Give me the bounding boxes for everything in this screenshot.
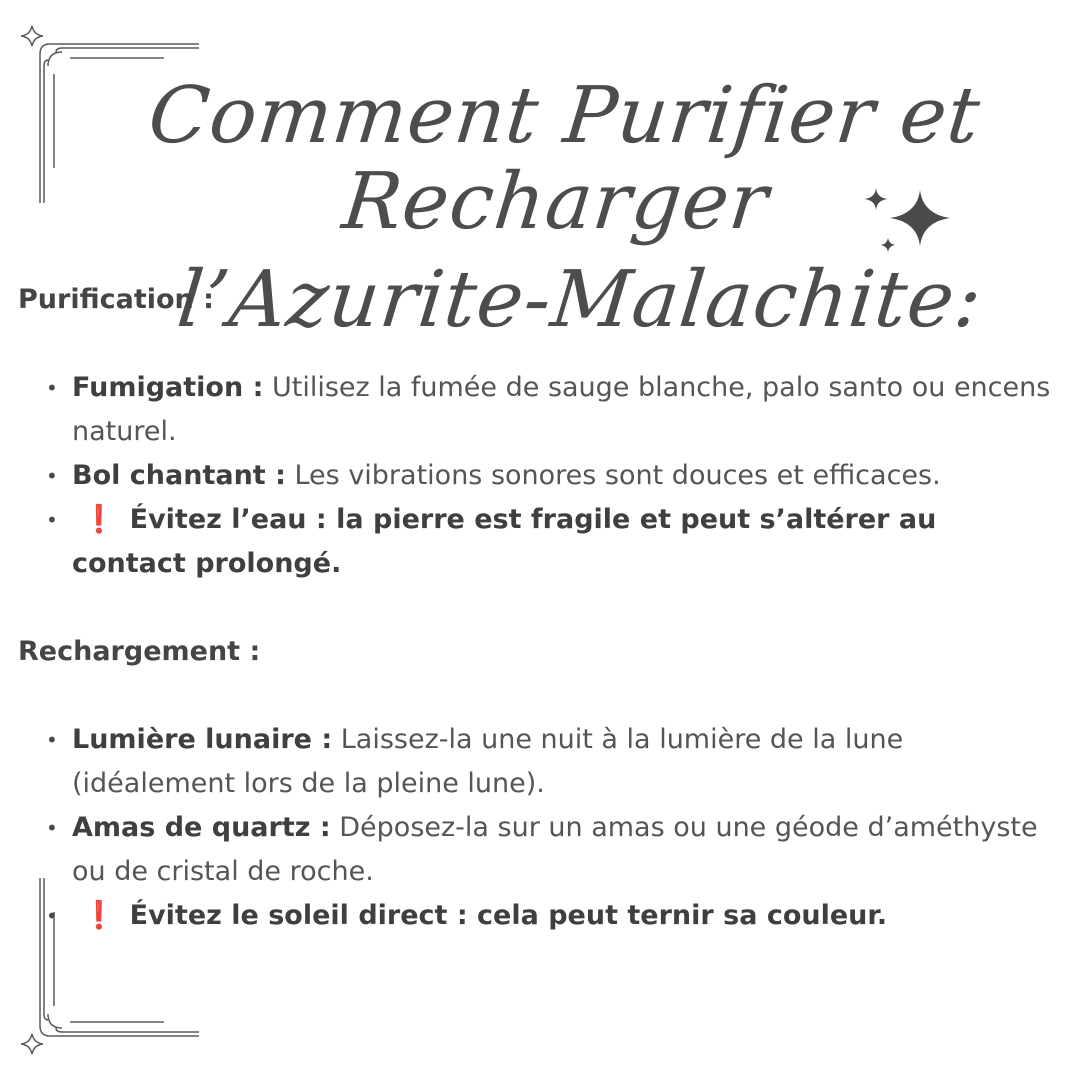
bullet-icon: • (46, 816, 58, 840)
item-label: Bol chantant : (72, 460, 286, 491)
bullet-icon: • (46, 728, 58, 752)
item-label: Amas de quartz : (72, 812, 331, 843)
section-heading: Purification : (18, 284, 214, 315)
purification-section (18, 278, 1058, 586)
warning-text: Évitez l’eau : la pierre est fragile et peut s’altérer au contact prolongé. (72, 504, 937, 579)
list-item (18, 718, 1058, 806)
bullet-icon: • (46, 376, 58, 400)
rechargement-section (18, 630, 1058, 938)
sparkles-icon (850, 184, 970, 264)
content (18, 278, 1058, 938)
bullet-icon: • (46, 904, 58, 928)
title-line-1: Comment Purifier et Recharger (144, 71, 985, 247)
exclamation-icon: ❗ (82, 504, 116, 535)
rechargement-list (18, 718, 1058, 938)
list-item (18, 366, 1058, 454)
item-text: Utilisez la fumée de sauge blanche, palo santo ou encens naturel. (72, 372, 1051, 447)
item-label: Lumière lunaire : (72, 724, 333, 755)
exclamation-icon: ❗ (82, 900, 116, 931)
item-label: Fumigation : (72, 372, 264, 403)
title-line-2: l’Azurite-Malachite: (173, 254, 987, 345)
section-heading: Rechargement : (18, 636, 261, 667)
list-item (18, 894, 1058, 938)
item-text: Laissez-la une nuit à la lumière de la lune (idéalement lors de la pleine lune). (72, 724, 904, 799)
purification-list (18, 366, 1058, 586)
list-item (18, 454, 1058, 498)
list-item (18, 806, 1058, 894)
list-item (18, 498, 1058, 586)
item-text: Les vibrations sonores sont douces et efficaces. (285, 460, 941, 491)
bullet-icon: • (46, 464, 58, 488)
warning-text: Évitez le soleil direct : cela peut ternir sa couleur. (129, 900, 888, 931)
item-text: Déposez-la sur un amas ou une géode d’améthyste ou de cristal de roche. (72, 812, 1038, 887)
bullet-icon: • (46, 508, 58, 532)
